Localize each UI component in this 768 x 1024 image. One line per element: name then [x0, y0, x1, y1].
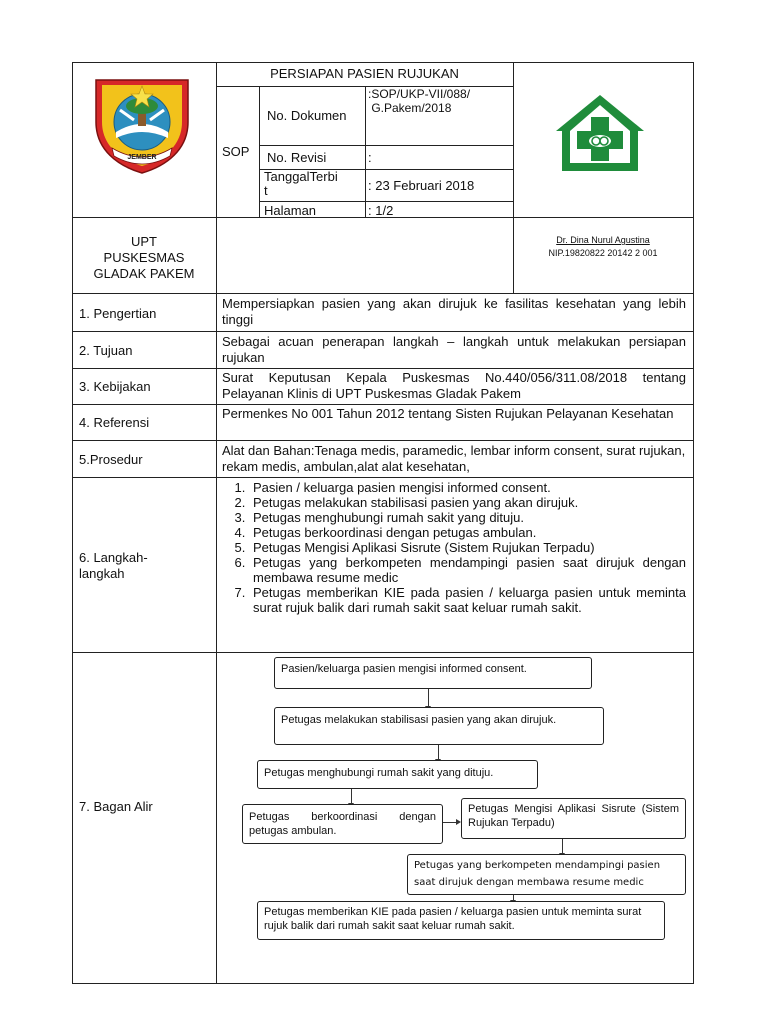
section-label-referensi: 4. Referensi: [79, 415, 150, 430]
flow-box-2: Petugas melakukan stabilisasi pasien yang akan dirujuk.: [274, 707, 604, 745]
step-item: 2. Petugas melakukan stabilisasi pasien yang akan dirujuk.: [249, 495, 686, 510]
field-value-halaman: : 1/2: [368, 203, 394, 218]
organization-name: UPT PUSKESMAS GLADAK PAKEM: [93, 234, 195, 281]
flow-box-4: Petugas berkoordinasi dengan petugas ambulan.: [242, 804, 443, 844]
flow-arrow: [428, 689, 429, 707]
steps-list: [222, 480, 686, 615]
step-item: 5. Petugas Mengisi Aplikasi Sisrute (Sistem Rujukan Terpadu): [249, 540, 686, 555]
field-value-no-revisi: :: [368, 150, 372, 165]
section-text-tujuan: Sebagai acuan penerapan langkah – langkah untuk melakukan persiapan rujukan: [222, 334, 686, 365]
field-label-halaman: Halaman: [264, 203, 317, 218]
section-text-prosedur: Alat dan Bahan:Tenaga medis, paramedic, lembar inform consent, surat rujukan, rekam medis, ambulan,alat alat kesehatan,: [222, 443, 686, 474]
flow-arrow: [351, 789, 352, 804]
flow-box-6: Petugas yang berkompeten mendampingi pasien saat dirujuk dengan membawa resume medic: [407, 854, 686, 895]
section-label-bagan-alir: 7. Bagan Alir: [79, 799, 153, 814]
section-label-tujuan: 2. Tujuan: [79, 343, 133, 358]
section-label-langkah: 6. Langkah- langkah: [79, 550, 148, 581]
section-text-pengertian: Mempersiapkan pasien yang akan dirujuk ke fasilitas kesehatan yang lebih tinggi: [222, 296, 686, 327]
section-label-pengertian: 1. Pengertian: [79, 306, 157, 321]
section-text-referensi: Permenkes No 001 Tahun 2012 tentang Sisten Rujukan Pelayanan Kesehatan: [222, 406, 674, 421]
flow-arrow: [443, 822, 457, 823]
flow-box-3: Petugas menghubungi rumah sakit yang dituju.: [257, 760, 538, 789]
field-label-no-dokumen: No. Dokumen: [267, 108, 347, 123]
section-text-kebijakan: Surat Keputusan Kepala Puskesmas No.440/056/311.08/2018 tentang Pelayanan Klinis di UPT Puskesmas Gladak Pakem: [222, 370, 686, 401]
signatory-name: Dr. Dina Nurul Agustina: [556, 235, 650, 245]
puskesmas-logo: [550, 91, 650, 175]
step-item: 6. Petugas yang berkompeten mendampingi pasien saat dirujuk dengan membawa resume medic: [249, 555, 686, 585]
section-label-kebijakan: 3. Kebijakan: [79, 379, 151, 394]
signatory-nip: NIP.19820822 20142 2 001: [548, 248, 658, 258]
sop-label: SOP: [222, 144, 250, 159]
field-label-tanggal-terbit: TanggalTerbi t: [264, 169, 338, 198]
flow-box-7: Petugas memberikan KIE pada pasien / keluarga pasien untuk meminta surat rujuk balik dari rumah sakit saat keluar rumah sakit.: [257, 901, 665, 940]
section-label-prosedur: 5.Prosedur: [79, 452, 143, 467]
jember-regency-logo: [90, 76, 194, 176]
step-item: 3. Petugas menghubungi rumah sakit yang dituju.: [249, 510, 686, 525]
flow-box-5: Petugas Mengisi Aplikasi Sisrute (Sistem Rujukan Terpadu): [461, 798, 686, 839]
step-item: 1. Pasien / keluarga pasien mengisi informed consent.: [249, 480, 686, 495]
step-item: 7. Petugas memberikan KIE pada pasien / keluarga pasien untuk meminta surat rujuk balik dari rumah sakit saat keluar rumah sakit.: [249, 585, 686, 615]
document-title: PERSIAPAN PASIEN RUJUKAN: [270, 66, 459, 81]
step-item: 4. Petugas berkoordinasi dengan petugas ambulan.: [249, 525, 686, 540]
flow-arrow: [562, 839, 563, 854]
flow-arrow: [438, 745, 439, 760]
flow-box-1: Pasien/keluarga pasien mengisi informed consent.: [274, 657, 592, 689]
logo-banner-text: JEMBER: [127, 154, 157, 161]
field-value-tanggal-terbit: : 23 Februari 2018: [368, 178, 475, 193]
field-value-no-dokumen: :SOP/UKP-VII/088/ G.Pakem/2018: [368, 87, 471, 115]
field-label-no-revisi: No. Revisi: [267, 150, 327, 165]
